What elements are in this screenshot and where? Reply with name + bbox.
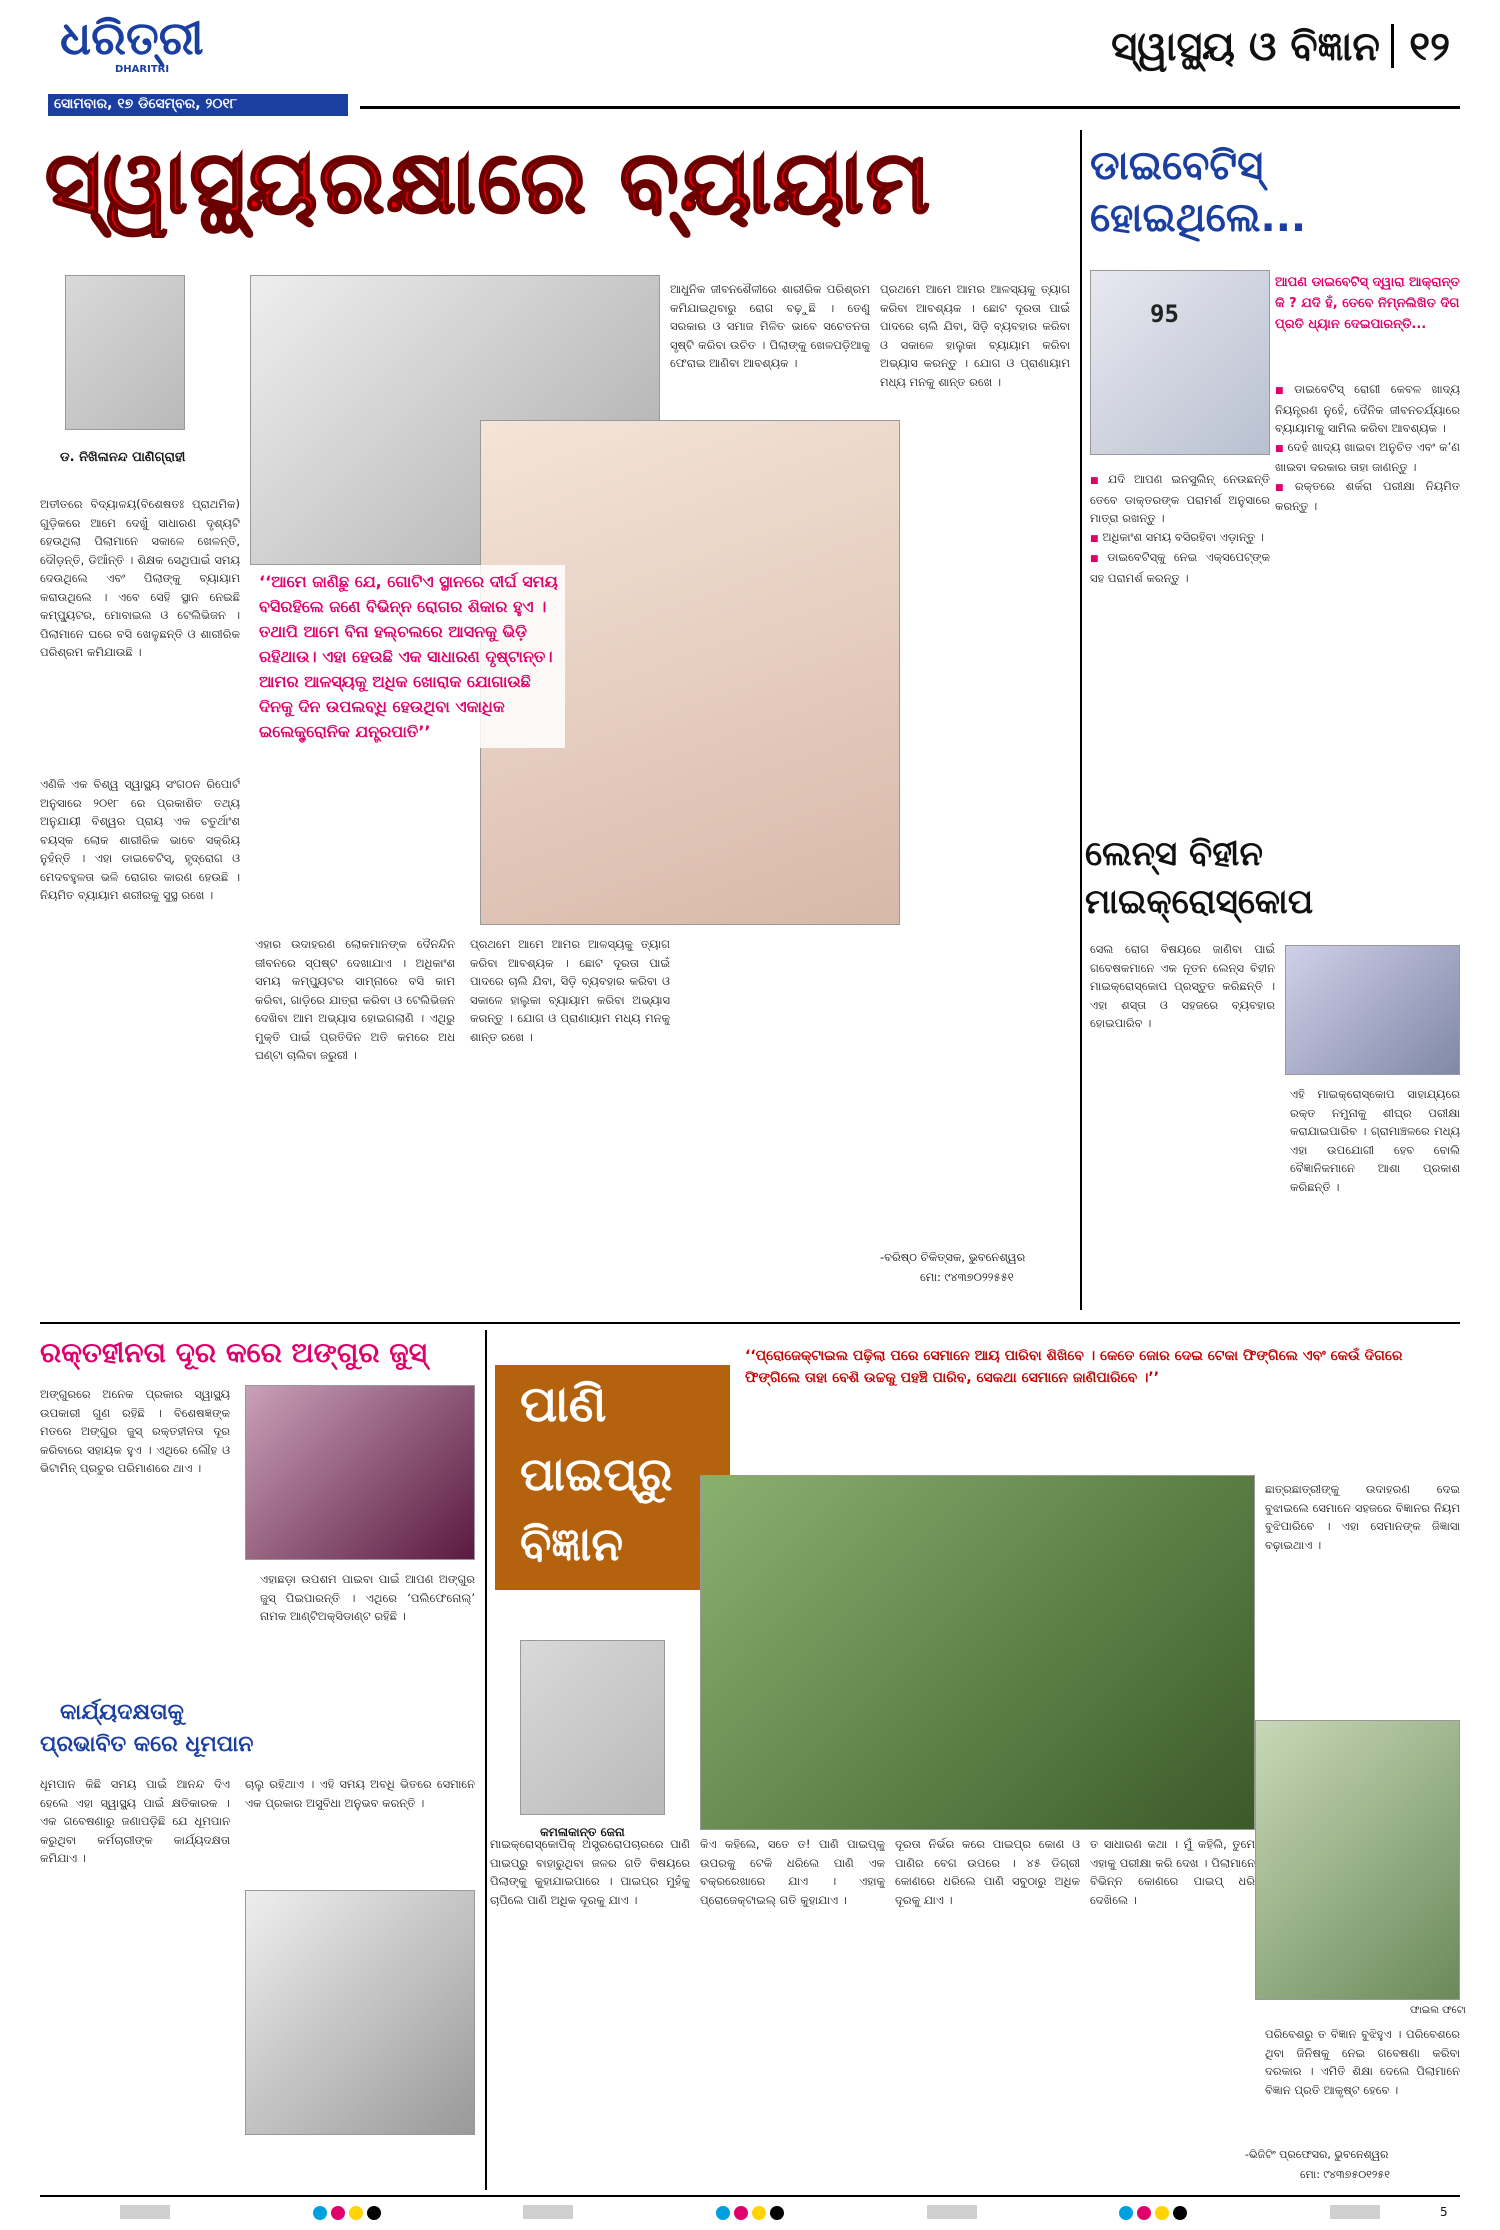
water-col4: ତ ସାଧାରଣ କଥା । ମୁଁ କହିଲି, ତୁମେ ଏହାକୁ ପରୀକ୍ଷା କରି ଦେଖ । ପିଲାମାନେ ବିଭିନ୍ନ କୋଣରେ ପାଇପ୍ ଧରି ଦେଖିଲେ । — [1090, 1837, 1255, 1907]
grape-juice-image — [245, 1385, 475, 1560]
water-title-3: ବିଜ୍ଞାନ — [520, 1517, 624, 1571]
water-title-2: ପାଇପ୍‌ରୁ — [520, 1447, 673, 1501]
water-phone: ମୋ: ୯୪୩୭୫୦୧୨୫୧ — [1300, 2168, 1390, 2181]
masthead — [40, 10, 1460, 125]
diabetes-bullet: ■ ରକ୍ତରେ ଶର୍କରା ପରୀକ୍ଷା ନିୟମିତ କରନ୍ତୁ । — [1275, 477, 1460, 516]
water-col3: ଦୂରତା ନିର୍ଭର କରେ ପାଇପ୍‌ର କୋଣ ଓ ପାଣିର ବେଗ ଉପରେ । ୪୫ ଡିଗ୍ରୀ କୋଣରେ ଧରିଲେ ପାଣି ସବୁଠାରୁ ଅଧିକ ଦୂରକୁ ଯାଏ । — [895, 1837, 1080, 1907]
water-signature: -ଭିଜିଟିଂ ପ୍ରଫେସର, ଭୁବନେଶ୍ୱର — [1245, 2148, 1389, 2161]
glucose-reading: 95 — [1150, 300, 1179, 328]
column-rule — [1080, 130, 1082, 1310]
water-title-1: ପାଣି — [520, 1375, 607, 1433]
grape-title: ରକ୍ତହୀନତା ଦୂର କରେ ଅଙ୍ଗୁର ଜୁସ୍ — [40, 1336, 427, 1369]
diabetes-bullet: ■ ଡାଇବେଟିସ୍ ରୋଗୀ କେବଳ ଖାଦ୍ୟ ନିୟନ୍ତ୍ରଣ ନୁହେଁ, ଦୈନିକ ଜୀବନଚର୍ଯ୍ୟାରେ ବ୍ୟାୟାମକୁ ସାମିଲ କରିବା ଆବଶ୍ୟକ । — [1275, 380, 1460, 438]
registration-marks — [120, 2205, 1380, 2223]
main-phone: ମୋ: ୯୪୩୭୦୨୨୫୫୧ — [920, 1270, 1014, 1284]
gray-block — [523, 2205, 573, 2219]
microscope-title: ଲେନ୍ସ ବିହୀନ ମାଇକ୍ରୋସ୍କୋପ — [1085, 834, 1314, 922]
hand-hose-image — [1255, 1720, 1460, 2000]
bottom-column-rule — [485, 1330, 487, 2190]
smoking-title-1: କାର୍ଯ୍ୟଦକ୍ଷତାକୁ — [60, 1700, 184, 1725]
footer-rule — [40, 2195, 1460, 2197]
microscope-text-right: ଏହି ମାଇକ୍ରୋସ୍କୋପ ସାହାଯ୍ୟରେ ରକ୍ତ ନମୁନାକୁ ଶୀଘ୍ର ପରୀକ୍ଷା କରାଯାଇପାରିବ । ଗ୍ରାମାଞ୍ଚଳରେ ମଧ୍ୟ ଏହା ଉପଯୋଗୀ ହେବ ବୋଲି ବୈଜ୍ଞାନିକମାନେ ଆଶା ପ୍ରକାଶ କରିଛନ୍ତି । — [1290, 1087, 1460, 1194]
photo-caption: ଫାଇଲ ଫଟୋ — [1410, 2005, 1466, 2016]
diabetes-bullet: ■ ଅଧିକାଂଶ ସମୟ ବସିରହିବା ଏଡ଼ାନ୍ତୁ । — [1090, 528, 1270, 549]
color-dots — [311, 2205, 383, 2223]
diabetes-bullet: ■ ଯଦି ଆପଣ ଇନସୁଲିନ୍ ନେଉଛନ୍ତି ତେବେ ଡାକ୍ତରଙ୍କ ପରାମର୍ଶ ଅନୁସାରେ ମାତ୍ରା ରଖନ୍ତୁ । — [1090, 470, 1270, 528]
water-side-text: ଛାତ୍ରଛାତ୍ରୀଙ୍କୁ ଉଦାହରଣ ଦେଇ ବୁଝାଇଲେ ସେମାନେ ସହଜରେ ବିଜ୍ଞାନର ନିୟମ ବୁଝିପାରିବେ । ଏହା ସେମାନଙ୍କ ଜିଜ୍ଞାସା ବଢ଼ାଇଥାଏ । — [1265, 1482, 1460, 1552]
water-pullquote: ‘‘ପ୍ରୋଜେକ୍ଟାଇଲ ପଢ଼ିଲା ପରେ ସେମାନେ ଆୟ ପାରିବା ଶିଖିବେ । କେତେ ଜୋର ଦେଇ ଟେକା ଫିଙ୍ଗିଲେ ଏବଂ କେଉଁ ଦିଗରେ ଫିଙ୍ଗିଲେ ତାହା ବେଶି ଉଚ୍ଚକୁ ପହଞ୍ଚି ପାରିବ, ସେକଥା ସେମାନେ ଜାଣିପାରିବେ ।’’ — [745, 1348, 1403, 1386]
garden-hose-image — [700, 1475, 1255, 1830]
main-headline: ସ୍ୱାସ୍ଥ୍ୟରକ୍ଷାରେ ବ୍ୟାୟାମ — [45, 133, 932, 233]
main-pullquote: ‘‘ଆମେ ଜାଣିଛୁ ଯେ, ଗୋଟିଏ ସ୍ଥାନରେ ଦୀର୍ଘ ସମୟ ବସିରହିଲେ ଜଣେ ବିଭିନ୍ନ ରୋଗର ଶିକାର ହୁଏ । ତଥାପି ଆମେ ବିନା ହଲ୍‌ଚଲରେ ଆସନକୁ ଭିଡ଼ି ରହିଥାଉ। ଏହା ହେଉଛି ଏକ ସାଧାରଣ ଦୃଷ୍ଟାନ୍ତ। ଆମର ଆଳସ୍ୟକୁ ଅଧିକ ଖୋରାକ ଯୋଗାଉଛି ଦିନକୁ ଦିନ ଉପଲବ୍ଧି ହେଉଥିବା ଏକାଧିକ ଇଲେକ୍ଟ୍ରୋନିକ ଯନ୍ତ୍ରପାତି’’ — [255, 565, 565, 748]
main-col1-bottom: ଏଣିକି ଏକ ବିଶ୍ୱ ସ୍ୱାସ୍ଥ୍ୟ ସଂଗଠନ ରିପୋର୍ଟ ଅନୁସାରେ ୨୦୧୮ ରେ ପ୍ରକାଶିତ ତଥ୍ୟ ଅନୁଯାୟୀ ବିଶ୍ୱର ପ୍ରାୟ ଏକ ଚତୁର୍ଥାଂଶ ବୟସ୍କ ଲୋକ ଶାରୀରିକ ଭାବେ ସକ୍ରିୟ ନୁହଁନ୍ତି । ଏହା ଡାଇବେଟିସ୍, ହୃଦ୍‌ରୋଗ ଓ ମେଦବହୁଳତା ଭଳି ରୋଗର କାରଣ ହେଉଛି । ନିୟମିତ ବ୍ୟାୟାମ ଶରୀରକୁ ସୁସ୍ଥ ରଖେ । — [40, 777, 240, 902]
page-number: ୧୨ — [1409, 24, 1450, 70]
diabetes-lead: ଆପଣ ଡାଇବେଟିସ୍ ଦ୍ୱାରା ଆକ୍ରାନ୍ତ କି ? ଯଦି ହଁ, ତେବେ ନିମ୍ନଲିଖିତ ଦିଗ ପ୍ରତି ଧ୍ୟାନ ଦେଇପାରନ୍ତି... — [1275, 275, 1460, 332]
section-title: ସ୍ୱାସ୍ଥ୍ୟ ଓ ବିଜ୍ଞାନ — [1111, 24, 1380, 70]
main-col4: ଆଧୁନିକ ଜୀବନଶୈଳୀରେ ଶାରୀରିକ ପରିଶ୍ରମ କମିଯାଇଥିବାରୁ ରୋଗ ବଢ଼ୁଛି । ତେଣୁ ସରକାର ଓ ସମାଜ ମିଳିତ ଭାବେ ସଚେତନତା ସୃଷ୍ଟି କରିବା ଉଚିତ । ପିଲାଙ୍କୁ ଖେଳପଡ଼ିଆକୁ ଫେରାଇ ଆଣିବା ଆବଶ୍ୟକ । — [670, 282, 870, 370]
smoking-side-text: ଚାଲୁ ରହିଥାଏ । ଏହି ସମୟ ଅବଧି ଭିତରେ ସେମାନେ ଏକ ପ୍ରକାର ଅସୁବିଧା ଅନୁଭବ କରନ୍ତି । — [245, 1777, 475, 1810]
color-dots — [1117, 2205, 1189, 2223]
grape-side-text: ଏହାଛଡ଼ା ଉପଶମ ପାଇବା ପାଇଁ ଆପଣ ଅଙ୍ଗୁର ଜୁସ୍ ପିଇପାରନ୍ତି । ଏଥିରେ ‘ପଲିଫେନୋଲ୍’ ନାମକ ଆଣ୍ଟିଅକ୍ସିଡାଣ୍ଟ ରହିଛି । — [260, 1572, 475, 1623]
water-author: କମଳାକାନ୍ତ ଜେନା — [540, 1825, 625, 1839]
gray-block — [120, 2205, 170, 2219]
main-col3: ପ୍ରଥମେ ଆମେ ଆମର ଆଳସ୍ୟକୁ ତ୍ୟାଗ କରିବା ଆବଶ୍ୟକ । ଛୋଟ ଦୂରତା ପାଇଁ ପାଦରେ ଚାଲି ଯିବା, ସିଡ଼ି ବ୍ୟବହାର କରିବା ଓ ସକାଳେ ହାଲୁକା ବ୍ୟାୟାମ କରିବା ଅଭ୍ୟାସ କରନ୍ତୁ । ଯୋଗ ଓ ପ୍ରାଣାୟାମ ମଧ୍ୟ ମନକୁ ଶାନ୍ତ ରଖେ । — [470, 937, 670, 1044]
smoking-text: ଧୂମପାନ କିଛି ସମୟ ପାଇଁ ଆନନ୍ଦ ଦିଏ ହେଲେ ଏହା ସ୍ୱାସ୍ଥ୍ୟ ପାଇଁ କ୍ଷତିକାରକ । ଏକ ଗବେଷଣାରୁ ଜଣାପଡ଼ିଛି ଯେ ଧୂମପାନ କରୁଥିବା କର୍ମଚାରୀଙ୍କ କାର୍ଯ୍ୟଦକ୍ଷତା କମିଯାଏ । — [40, 1777, 230, 1865]
cigarette-image — [245, 1890, 475, 2135]
section-divider — [1391, 24, 1394, 68]
author-name: ଡ. ନିଖିଳାନନ୍ଦ ପାଣିଗ୍ରାହୀ — [60, 450, 186, 465]
masthead-rule — [360, 106, 1460, 109]
gray-block — [1330, 2205, 1380, 2219]
diabetes-bullets-top — [1275, 380, 1460, 516]
author-photo-jena — [520, 1640, 665, 1815]
diabetes-bullet: ■ ଡାଇବେଟିସ୍‌କୁ ନେଇ ଏକ୍ସପେଟ୍ଙ୍କ ସହ ପରାମର୍ଶ କରନ୍ତୁ । — [1090, 548, 1270, 587]
page-marker: 5 — [1440, 2205, 1448, 2219]
grape-text: ଅଙ୍ଗୁରରେ ଅନେକ ପ୍ରକାର ସ୍ୱାସ୍ଥ୍ୟ ଉପକାରୀ ଗୁଣ ରହିଛି । ବିଶେଷଜ୍ଞଙ୍କ ମତରେ ଅଙ୍ଗୁର ଜୁସ୍ ରକ୍ତହୀନତା ଦୂର କରିବାରେ ସହାୟକ ହୁଏ । ଏଥିରେ ଲୌହ ଓ ଭିଟାମିନ୍ ପ୍ରଚୁର ପରିମାଣରେ ଥାଏ । — [40, 1387, 230, 1475]
color-dots — [714, 2205, 786, 2223]
main-signature: -ବରିଷ୍ଠ ଚିକିତ୍ସକ, ଭୁବନେଶ୍ୱର — [880, 1250, 1026, 1264]
water-col2: କିଏ କହିଲେ, ସତେ ତ! ପାଣି ପାଇପ୍‌କୁ ଉପରକୁ ଟେକି ଧରିଲେ ପାଣି ଏକ ବକ୍ରରେଖାରେ ଯାଏ । ଏହାକୁ ପ୍ରୋଜେକ୍ଟାଇଲ୍ ଗତି କୁହାଯାଏ । — [700, 1837, 885, 1907]
main-col1-top: ଅତୀତରେ ବିଦ୍ୟାଳୟ(ବିଶେଷତଃ ପ୍ରାଥମିକ) ଗୁଡ଼ିକରେ ଆମେ ଦେଖୁଁ ସାଧାରଣ ଦୃଶ୍ୟଟି ହେଉଥିଲା ପିଲାମାନେ ସକାଳେ ଖେଳନ୍ତି, ଦୌଡ଼ନ୍ତି, ଡିଆଁନ୍ତି । ଶିକ୍ଷକ ସେଥିପାଇଁ ସମୟ ଦେଉଥିଲେ ଏବଂ ପିଲାଙ୍କୁ ବ୍ୟାୟାମ କରାଉଥିଲେ । ଏବେ ସେହି ସ୍ଥାନ ନେଇଛି କମ୍ପ୍ୟୁଟର, ମୋବାଇଲ ଓ ଟେଲିଭିଜନ । ପିଲାମାନେ ଘରେ ବସି ଖେଳୁଛନ୍ତି ଓ ଶାରୀରିକ ପରିଶ୍ରମ କମିଯାଉଛି । — [40, 497, 240, 659]
diabetes-title: ଡାଇବେଟିସ୍ ହୋଇଥିଲେ... — [1090, 143, 1307, 241]
logo-subtext: DHARITRI — [115, 64, 170, 75]
water-col1: ମାଇକ୍ରୋସ୍କୋପିକ୍ ଅସ୍ତ୍ରରୋପଚାରରେ ପାଣି ପାଇପ୍‌ରୁ ବାହାରୁଥିବା ଜଳର ଗତି ବିଷୟରେ ପିଲାଙ୍କୁ କୁହାଯାଇପାରେ । ପାଇପ୍‌ର ମୁହଁକୁ ଚାପିଲେ ପାଣି ଅଧିକ ଦୂରକୁ ଯାଏ । — [490, 1837, 690, 1907]
date: ସୋମବାର, ୧୭ ଡିସେମ୍ବର, ୨୦୧୮ — [54, 96, 238, 112]
microscope-image — [1285, 945, 1460, 1075]
author-photo — [65, 275, 185, 430]
diabetes-bullet: ■ ଦେହଁ ଖାଦ୍ୟ ଖାଇବା ଅନୁଚିତ ଏବଂ କ’ଣ ଖାଇବା ଦରକାର ତାହା ଜାଣନ୍ତୁ । — [1275, 438, 1460, 477]
section-rule — [40, 1322, 1460, 1324]
water-col5: ପରିବେଶରୁ ତ ବିଜ୍ଞାନ ବୁଝିହୁଏ । ପରିବେଶରେ ଥିବା ଜିନିଷକୁ ନେଇ ଗବେଷଣା କରିବା ଦରକାର । ଏମିତି ଶିକ୍ଷା ଦେଲେ ପିଲାମାନେ ବିଜ୍ଞାନ ପ୍ରତି ଆକୃଷ୍ଟ ହେବେ । — [1265, 2027, 1460, 2097]
diabetes-bullets-bottom — [1090, 470, 1270, 587]
glucose-meter-image — [1090, 270, 1270, 455]
smoking-title-2: ପ୍ରଭାବିତ କରେ ଧୂମପାନ — [40, 1732, 254, 1757]
gray-block — [927, 2205, 977, 2219]
logo-text: ଧରିତ୍ରୀ — [60, 11, 204, 65]
logo — [60, 12, 204, 75]
main-col5: ପ୍ରଥମେ ଆମେ ଆମର ଆଳସ୍ୟକୁ ତ୍ୟାଗ କରିବା ଆବଶ୍ୟକ । ଛୋଟ ଦୂରତା ପାଇଁ ପାଦରେ ଚାଲି ଯିବା, ସିଡ଼ି ବ୍ୟବହାର କରିବା ଓ ସକାଳେ ହାଲୁକା ବ୍ୟାୟାମ କରିବା ଅଭ୍ୟାସ କରନ୍ତୁ । ଯୋଗ ଓ ପ୍ରାଣାୟାମ ମଧ୍ୟ ମନକୁ ଶାନ୍ତ ରଖେ । — [880, 282, 1070, 389]
main-col2: ଏହାର ଉଦାହରଣ ଲୋକମାନଙ୍କ ଦୈନନ୍ଦିନ ଜୀବନରେ ସ୍ପଷ୍ଟ ଦେଖାଯାଏ । ଅଧିକାଂଶ ସମୟ କମ୍ପ୍ୟୁଟର ସାମ୍ନାରେ ବସି କାମ କରିବା, ଗାଡ଼ିରେ ଯାତ୍ରା କରିବା ଓ ଟେଲିଭିଜନ ଦେଖିବା ଆମ ଅଭ୍ୟାସ ହୋଇଗଲାଣି । ଏଥିରୁ ମୁକ୍ତି ପାଇଁ ପ୍ରତିଦିନ ଅତି କମରେ ଅଧ ଘଣ୍ଟା ଚାଲିବା ଜରୁରୀ । — [255, 937, 455, 1062]
microscope-text-left: ସେଲ ରୋଗ ବିଷୟରେ ଜାଣିବା ପାଇଁ ଗବେଷକମାନେ ଏକ ନୂତନ ଲେନ୍ସ ବିହୀନ ମାଇକ୍ରୋସ୍କୋପ ପ୍ରସ୍ତୁତ କରିଛନ୍ତି । ଏହା ଶସ୍ତା ଓ ସହଜରେ ବ୍ୟବହାର ହୋଇପାରିବ । — [1090, 942, 1275, 1030]
